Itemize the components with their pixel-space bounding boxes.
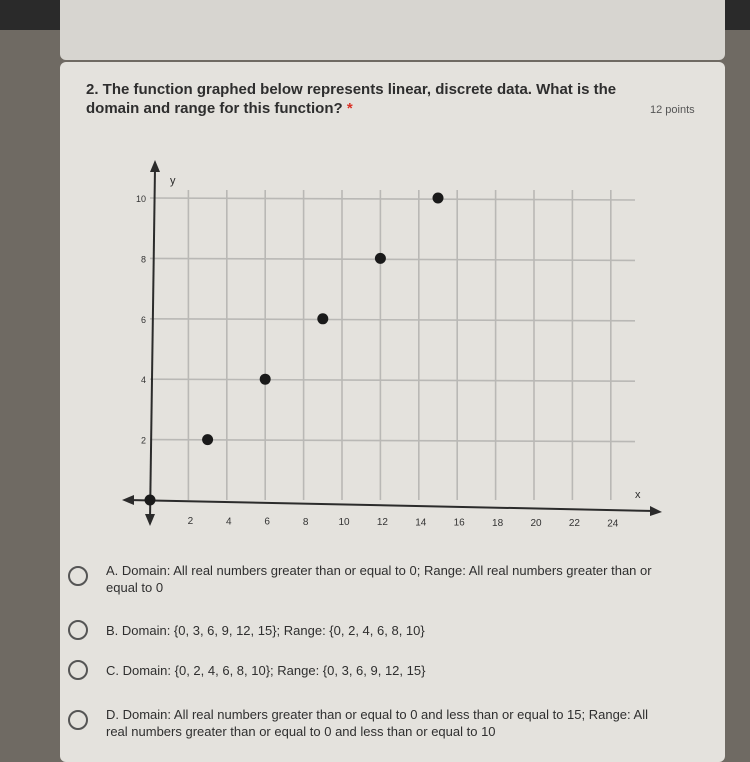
data-point [433,193,444,204]
data-point [202,434,213,445]
grid-line-y [150,258,635,260]
points-label: 12 points [650,104,695,116]
x-tick-label: 16 [453,517,465,529]
chart-axes [122,160,662,529]
grid-line-y [150,379,635,381]
x-tick-label: 20 [530,518,542,529]
x-tick-label: 2 [187,516,194,528]
grid-line-y [150,198,635,200]
question-text: 2. The function graphed below represents linear, discrete data. What is the domain and range for this function? [86,81,617,117]
y-tick-label: 10 [135,194,146,204]
option-a-radio[interactable] [68,566,88,586]
x-tick-label: 4 [226,516,232,528]
data-point [375,253,386,264]
chart-points [145,193,444,506]
chart-ticks [136,175,641,529]
y-axis-label: y [170,175,176,187]
x-tick-label: 10 [338,517,350,528]
y-tick-label: 4 [140,375,146,386]
data-point [317,313,328,324]
y-axis-arrow-down [145,514,155,526]
x-axis-arrow-right [650,506,662,516]
option-b-label: B. Domain: {0, 3, 6, 9, 12, 15}; Range: {0, 2, 4, 6, 8, 10} [106,623,425,638]
x-tick-label: 8 [302,516,309,528]
grid-line-y [150,319,635,321]
y-tick-label: 2 [140,435,146,446]
x-tick-label: 18 [492,517,504,529]
x-tick-label: 14 [415,517,427,529]
option-c-label: C. Domain: {0, 2, 4, 6, 8, 10}; Range: {0, 3, 6, 9, 12, 15} [106,663,426,678]
option-c-radio[interactable] [68,660,88,680]
x-tick-label: 12 [376,517,388,529]
y-axis-arrow-up [150,160,160,172]
x-tick-label: 6 [264,516,270,528]
option-b-radio[interactable] [68,620,88,640]
option-a-label: A. Domain: All real numbers greater than or equal to 0; Range: All real numbers greater than or equal to 0 [106,563,652,595]
x-tick-label: 22 [568,518,580,530]
x-axis-line [128,500,655,511]
option-d-label: D. Domain: All real numbers greater than or equal to 0 and less than or equal to 15; Range: All real numbers greater than or equal to 0 and less than or equal to 10 [106,707,648,739]
required-asterisk: * [346,100,353,117]
data-point [145,495,156,506]
y-tick-label: 8 [140,254,146,265]
x-axis-arrow-left [122,495,134,505]
chart-grid [150,190,635,500]
option-d-radio[interactable] [68,710,88,730]
x-tick-label: 24 [607,518,619,530]
x-axis-label: x [635,489,641,501]
grid-line-y [150,440,635,442]
y-axis-line [150,168,155,520]
data-point [260,374,271,385]
y-tick-label: 6 [140,314,146,325]
